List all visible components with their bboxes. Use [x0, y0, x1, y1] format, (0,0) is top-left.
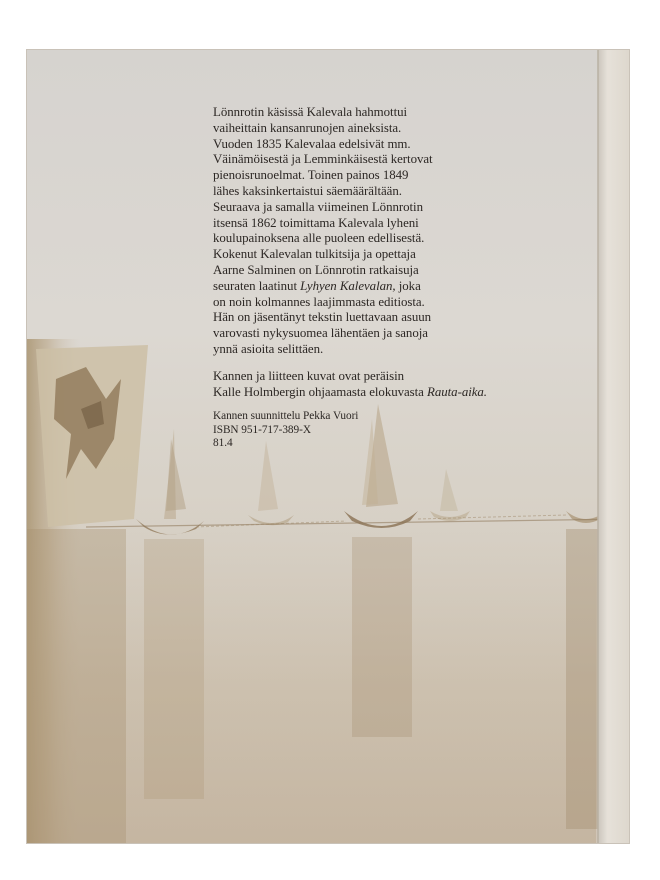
blurb-text: seuraten laatinut: [213, 278, 301, 293]
blurb-line: Aarne Salminen on Lönnrotin ratkaisuja: [213, 262, 419, 277]
paragraph-gap: [213, 358, 573, 369]
blurb-line: varovasti nykysuomea lähentäen ja sanoja: [213, 326, 428, 341]
blurb-line: Kokenut Kalevalan tulkitsija ja opettaja: [213, 247, 416, 262]
blurb-line: Lönnrotin käsissä Kalevala hahmottui: [213, 105, 408, 119]
paragraph-gap: [213, 400, 573, 410]
cover-designer-credit: Kannen suunnittelu Pekka Vuori: [213, 410, 359, 423]
classification-code: 81.4: [213, 436, 233, 449]
blurb-line: [213, 279, 573, 295]
blurb-line: koulupainoksena alle puoleen edellisestä.: [213, 231, 425, 246]
book-title-italic: Lyhyen Kalevalan,: [300, 278, 396, 293]
book-back-cover: [26, 49, 630, 844]
image-credit-line: Kannen ja liitteen kuvat ovat peräisin: [213, 368, 405, 383]
film-title-italic: Rauta-aika.: [427, 384, 487, 399]
blurb-line: lähes kaksinkertaistui säemäärältään.: [213, 183, 402, 198]
blurb-line: ynnä asioita selittäen.: [213, 341, 324, 356]
blurb-line: Vuoden 1835 Kalevalaa edelsivät mm.: [213, 136, 411, 151]
blurb-text: Kalle Holmbergin ohjaamasta elokuvasta: [213, 384, 428, 399]
blurb-line: Hän on jäsentänyt tekstin luettavaan asuun: [213, 310, 432, 325]
blurb-line: on noin kolmannes laajimmasta editiosta.: [213, 294, 425, 309]
blurb-line: vaiheittain kansanrunojen aineksista.: [213, 120, 402, 135]
isbn: ISBN 951-717-389-X: [213, 423, 311, 436]
back-cover-text: [213, 105, 573, 450]
blurb-text: joka: [395, 278, 421, 293]
blurb-line: pienoisrunoelmat. Toinen painos 1849: [213, 168, 409, 183]
blurb-line: itsensä 1862 toimittama Kalevala lyheni: [213, 215, 419, 230]
blurb-line: Seuraava ja samalla viimeinen Lönnrotin: [213, 199, 423, 214]
image-credit-line: [213, 385, 573, 401]
blurb-line: Väinämöisestä ja Lemminkäisestä kertovat: [213, 152, 433, 167]
